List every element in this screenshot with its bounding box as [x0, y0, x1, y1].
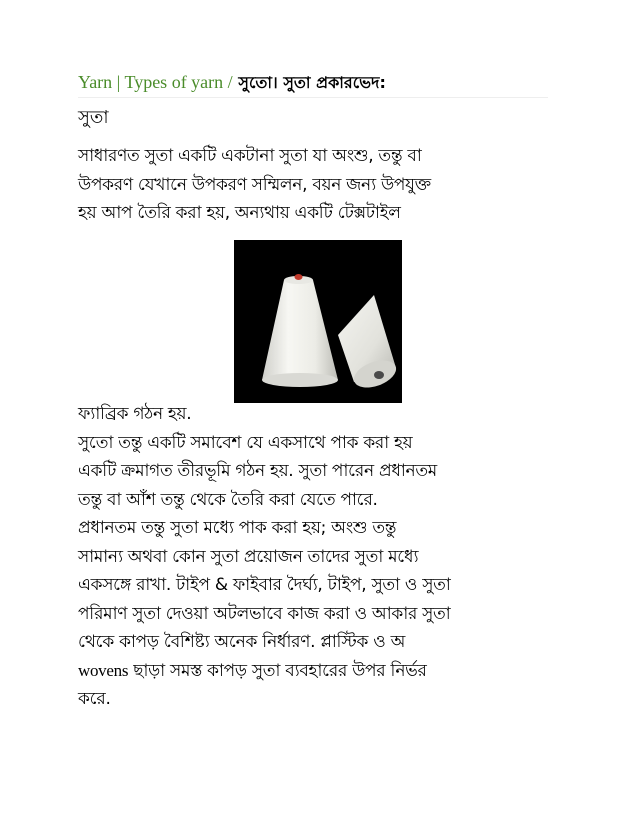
- paragraph-line: একসঙ্গে রাখা. টাইপ & ফাইবার দৈর্ঘ্য, টাইপ, সুতা ও সুতা: [78, 575, 451, 595]
- bengali-text: ছাড়া সমস্ত কাপড় সুতা ব্যবহারের উপর নির্ভর: [128, 660, 427, 681]
- latin-word: wovens: [78, 660, 129, 680]
- paragraph-line: সাধারণত সুতা একটি একটানা সুতা যা অংশু, তন্তু বা: [78, 146, 422, 166]
- paragraph-line: সুতো তন্তু একটি সমাবেশ যে একসাথে পাক করা হয়: [78, 432, 413, 453]
- paragraph-line: প্রধানতম তন্তু সুতা মধ্যে পাক করা হয়; অংশু তন্তু: [78, 518, 397, 538]
- paragraph-line-mixed: [78, 657, 558, 686]
- paragraph-line: সামান্য অথবা কোন সুতা প্রয়োজন তাদের সুতা মধ্যে: [78, 546, 419, 567]
- paragraph-line: একটি ক্রমাগত তীরভূমি গঠন হয়. সুতা পারেন প্রধানতম: [78, 461, 437, 481]
- paragraph-line: পরিমাণ সুতা দেওয়া অটলভাবে কাজ করা ও আকার সুতা: [78, 603, 451, 624]
- section-heading: সুতা: [78, 107, 109, 128]
- title-bengali: সুতো। সুতা প্রকারভেদ:: [238, 73, 386, 92]
- yarn-cones-photo: [234, 240, 402, 403]
- page-title: [78, 70, 548, 98]
- fabric-line: ফ্যাব্রিক গঠন হয়.: [78, 404, 192, 424]
- paragraph-line: তন্তু বা আঁশ তন্তু থেকে তৈরি করা যেতে পারে.: [78, 489, 378, 510]
- paragraph-line: থেকে কাপড় বৈশিষ্ট্য অনেক নির্ধারণ. প্লাস্টিক ও অ: [78, 632, 405, 652]
- closing-line: করে.: [78, 689, 111, 709]
- paragraph-line: হয় আপ তৈরি করা হয়, অন্যথায় একটি টেক্সটাইল: [78, 203, 401, 223]
- intro-paragraph: [78, 142, 548, 228]
- title-english: Yarn | Types of yarn /: [78, 72, 233, 92]
- main-paragraph: [78, 400, 558, 714]
- paragraph-line: উপকরণ যেখানে উপকরণ সম্মিলন, বয়ন জন্য উপযুক্ত: [78, 174, 431, 195]
- document-body: [78, 70, 548, 228]
